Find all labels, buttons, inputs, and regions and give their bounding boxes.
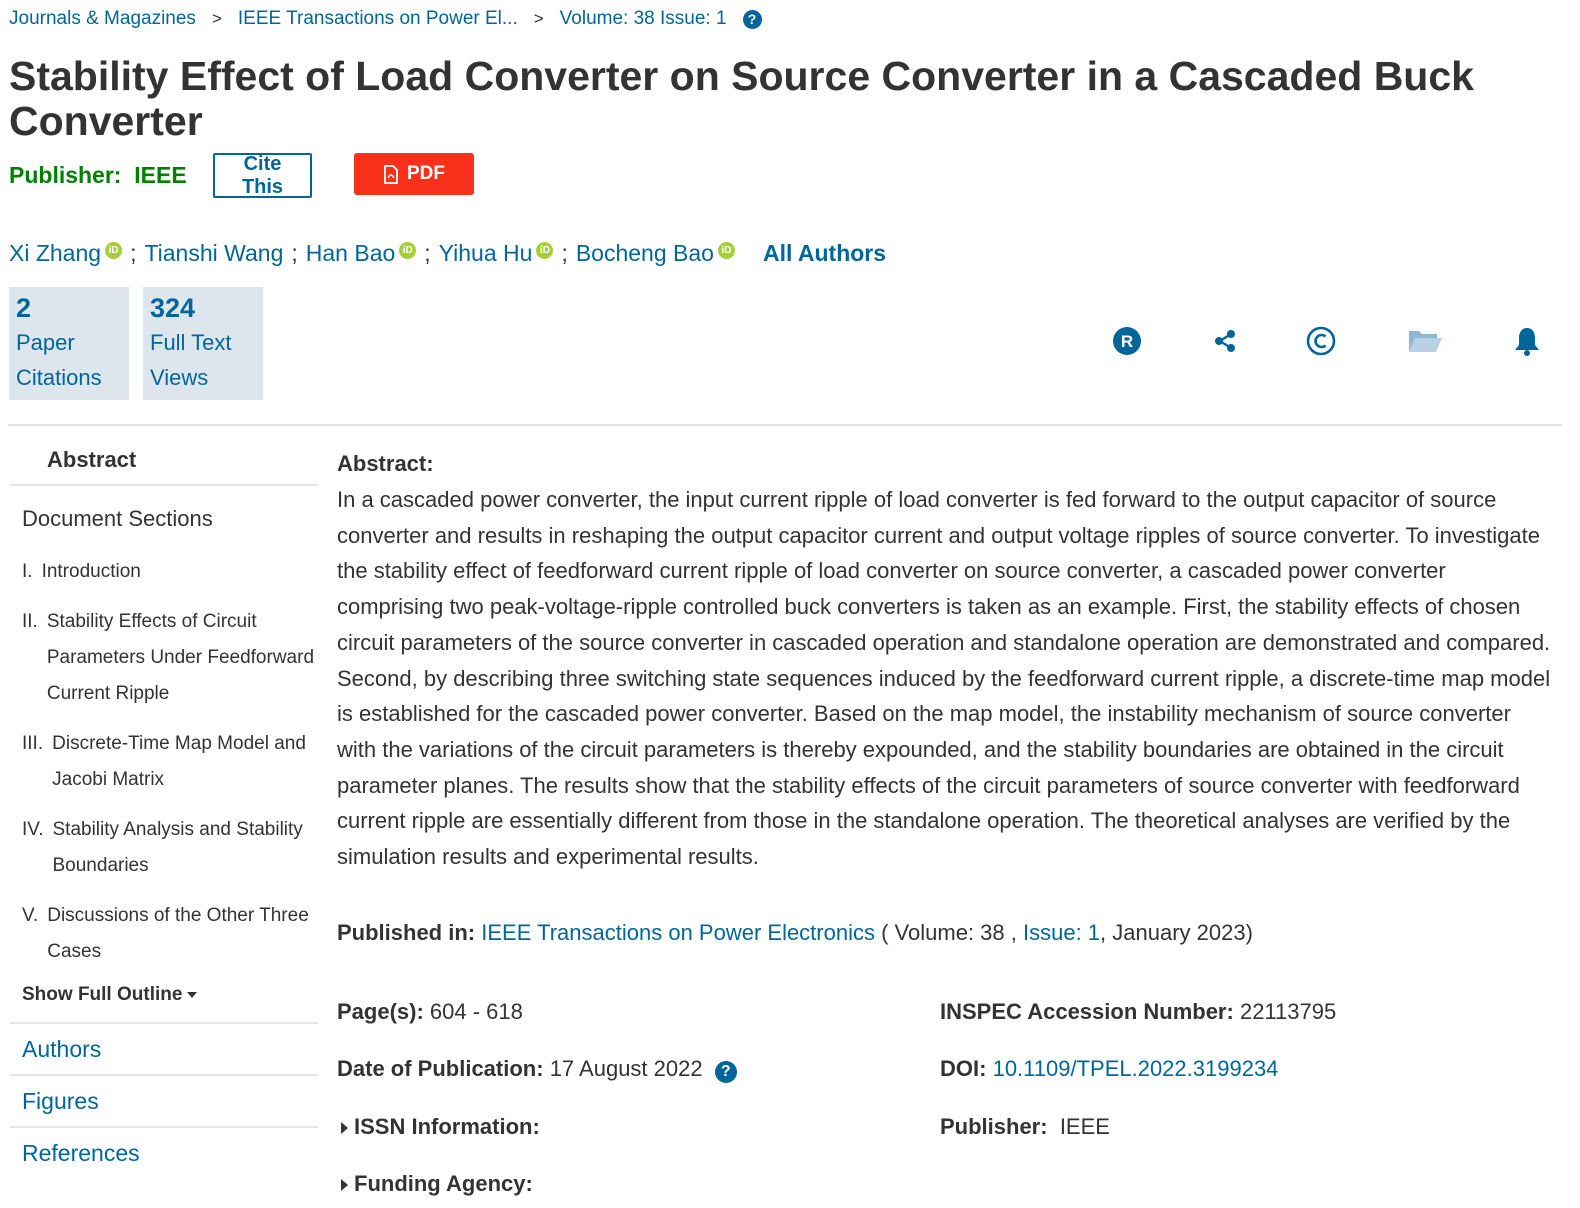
section-title: Stability Analysis and Stability Boundaries [52, 819, 303, 876]
author-separator: ; [561, 240, 568, 266]
author-list [9, 240, 886, 267]
issn-label: ISSN Information: [354, 1114, 540, 1139]
orcid-icon[interactable]: iD [718, 242, 735, 259]
section-number: I. [22, 561, 33, 582]
author-link[interactable]: Tianshi Wang [144, 240, 284, 266]
breadcrumb-separator: > [533, 9, 544, 28]
breadcrumb [9, 8, 762, 30]
abstract-section [337, 448, 1552, 875]
pages-row [337, 999, 523, 1025]
section-number: IV. [22, 819, 44, 840]
author-link[interactable]: Bocheng Bao [575, 240, 714, 266]
section-title: Discussions of the Other Three Cases [47, 905, 309, 962]
citations-count: 2 [16, 293, 32, 323]
sidebar-item-authors[interactable]: Authors [10, 1022, 318, 1074]
pages-value: 604 - 618 [429, 999, 523, 1024]
outline-item[interactable] [22, 554, 318, 590]
rights-permissions-icon[interactable] [1110, 324, 1144, 358]
meta-publisher-label: Publisher: [940, 1114, 1048, 1139]
sidebar-item-references[interactable]: References [10, 1126, 318, 1178]
journal-link[interactable]: IEEE Transactions on Power Electronics [481, 920, 875, 945]
citations-metric[interactable] [9, 287, 129, 400]
orcid-icon[interactable]: iD [536, 242, 553, 259]
breadcrumb-volume[interactable]: Volume: 38 Issue: 1 [559, 8, 727, 29]
issn-toggle[interactable] [337, 1114, 540, 1140]
author-separator: ; [291, 240, 298, 266]
author-separator: ; [424, 240, 431, 266]
section-number: II. [22, 611, 38, 632]
publisher-row [940, 1114, 1110, 1140]
doi-row [940, 1056, 1278, 1082]
breadcrumb-separator: > [211, 9, 222, 28]
author-separator: ; [130, 240, 137, 266]
header-divider [8, 424, 1562, 426]
published-in-label: Published in: [337, 920, 476, 945]
doi-label: DOI: [940, 1056, 987, 1081]
pages-label: Page(s): [337, 999, 424, 1024]
section-title: Stability Effects of Circuit Parameters Under Feedforward Current Ripple [46, 611, 315, 704]
section-title: Discrete-Time Map Model and Jacobi Matrix [52, 733, 306, 790]
publisher-label: Publisher: [9, 162, 122, 188]
abstract-text: In a cascaded power converter, the input current ripple of load converter is fed forward to the output capacitor of source converter and results in reshaping the output capacitor current and output voltage ripples of source converter. To investigate the stability effect of feedforward current ripple of load converter on source converter, a cascaded power converter comprising two peak-voltage-ripple controlled buck converters is taken as an example. First, the stability effects of chosen circuit parameters of the source converter in cascaded operation and standalone operation are demonstrated and compared. Second, by describing three switching state sequences induced by the feedforward current ripple, a discrete-time map model is established for the cascaded power converter. Based on the map model, the instability mechanism of source converter with the variations of the circuit parameters is thereby expounded, and the stability boundaries are obtained in the circuit parameter planes. The results show that the stability effects of the circuit parameters of source converter with feedforward current ripple are essentially different from those in the standalone operation. The theoretical analyses are verified by the simulation results and experimental results. [337, 487, 1551, 870]
volume-text: ( Volume: 38 , [881, 920, 1017, 945]
pubdate-label: Date of Publication: [337, 1056, 544, 1081]
outline-item[interactable] [22, 726, 318, 798]
outline-item[interactable] [22, 812, 318, 884]
abstract-heading: Abstract: [337, 451, 434, 476]
section-number: V. [22, 905, 39, 926]
views-label: Full Text Views [150, 330, 232, 390]
section-title: Introduction [41, 561, 141, 582]
sidebar-item-abstract[interactable]: Abstract [10, 440, 318, 486]
help-icon[interactable]: ? [715, 1061, 737, 1083]
sidebar [10, 440, 318, 1178]
caret-right-icon [341, 1179, 348, 1191]
caret-down-icon [187, 992, 197, 998]
orcid-icon[interactable]: iD [105, 242, 122, 259]
pubdate-row [337, 1056, 737, 1083]
orcid-icon[interactable]: iD [399, 242, 416, 259]
all-authors-link[interactable]: All Authors [762, 240, 887, 266]
rights-glyph: R [1120, 332, 1134, 351]
pubdate-value: 17 August 2022 [549, 1056, 703, 1081]
doi-link[interactable]: 10.1109/TPEL.2022.3199234 [992, 1056, 1279, 1081]
citations-label: Paper Citations [16, 330, 102, 390]
issue-link[interactable]: Issue: 1 [1022, 920, 1101, 945]
inspec-label: INSPEC Accession Number: [940, 999, 1234, 1024]
page-title: Stability Effect of Load Converter on Source Converter in a Cascaded Buck Converter [9, 53, 1474, 144]
funding-toggle[interactable] [337, 1171, 533, 1197]
publisher-line [9, 162, 187, 189]
published-in [337, 920, 1253, 946]
document-sections-heading: Document Sections [22, 506, 213, 531]
document-outline [10, 554, 318, 970]
views-metric[interactable] [143, 287, 263, 400]
cite-this-button[interactable]: Cite This [213, 153, 312, 198]
author-link[interactable]: Yihua Hu [438, 240, 533, 266]
date-text: , January 2023) [1100, 920, 1253, 945]
pdf-file-icon [383, 165, 399, 184]
funding-label: Funding Agency: [354, 1171, 533, 1196]
copyright-icon[interactable] [1304, 324, 1338, 358]
help-icon[interactable]: ? [743, 10, 762, 29]
views-count: 324 [150, 293, 196, 323]
inspec-row [940, 999, 1336, 1025]
folder-icon[interactable] [1406, 324, 1444, 358]
show-outline-label: Show Full Outline [22, 984, 183, 1005]
section-number: III. [22, 733, 44, 754]
outline-item[interactable] [22, 604, 318, 712]
breadcrumb-journals[interactable]: Journals & Magazines [9, 8, 196, 29]
inspec-value: 22113795 [1239, 999, 1337, 1024]
share-icon[interactable] [1208, 324, 1242, 358]
outline-item[interactable] [22, 898, 318, 970]
publisher-value: IEEE [134, 162, 187, 188]
breadcrumb-journal-title[interactable]: IEEE Transactions on Power El... [237, 8, 518, 29]
author-link[interactable]: Xi Zhang [9, 240, 102, 266]
caret-right-icon [341, 1122, 348, 1134]
pdf-label: PDF [407, 163, 445, 184]
alert-bell-icon[interactable] [1510, 324, 1544, 358]
author-link[interactable]: Han Bao [305, 240, 396, 266]
meta-publisher-value: IEEE [1059, 1114, 1110, 1139]
show-full-outline-button[interactable] [10, 970, 318, 1006]
pdf-button[interactable] [354, 153, 474, 195]
sidebar-item-figures[interactable]: Figures [10, 1074, 318, 1126]
